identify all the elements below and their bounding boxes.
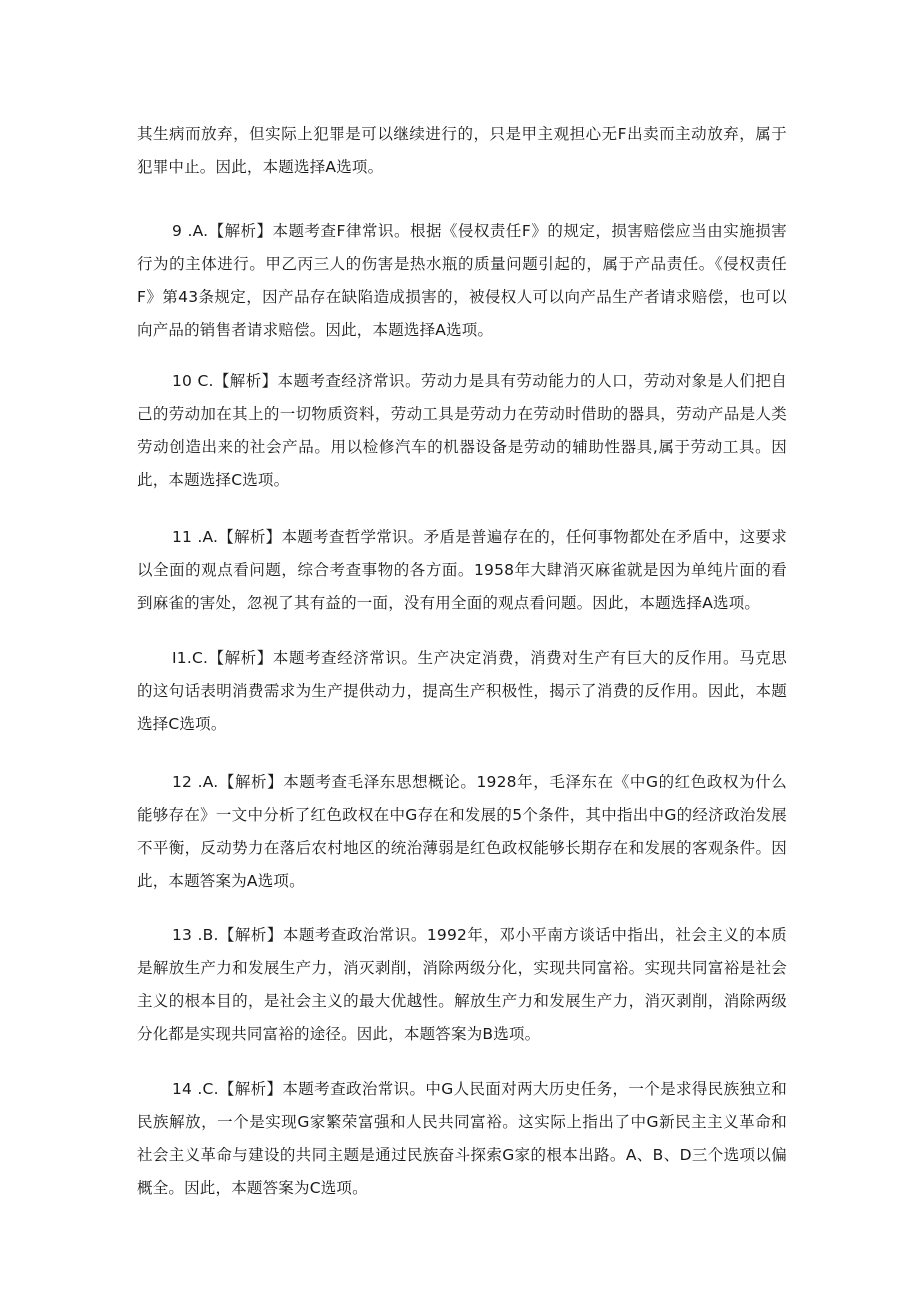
answer-paragraph-12: 12 .A.【解析】本题考查毛泽东思想概论。1928年，毛泽东在《中G的红色政权为什么能够存在》一文中分析了红色政权在中G存在和发展的5个条件，其中指出中G的经济政治发展不平衡，反动势力在落后农村地区的统治薄弱是红色政权能够长期存在和发展的客观条件。因此，本题答案为A选项。 (137, 772, 787, 890)
answer-paragraph-10: 10 C.【解析】本题考查经济常识。劳动力是具有劳动能力的人口，劳动对象是人们把自己的劳动加在其上的一切物质资料，劳动工具是劳动力在劳动时借助的器具，劳动产品是人类劳动创造出来的社会产品。用以检修汽车的机器设备是劳动的辅助性器具,属于劳动工具。因此，本题选择C选项。 (137, 371, 787, 489)
paragraph-continuation: 其生病而放弃，但实际上犯罪是可以继续进行的，只是甲主观担心无F出卖而主动放弃，属于犯罪中止。因此，本题选择A选项。 (137, 124, 787, 176)
answer-paragraph-11b: I1.C.【解析】本题考查经济常识。生产决定消费，消费对生产有巨大的反作用。马克思的这句话表明消费需求为生产提供动力，提高生产积极性，揭示了消费的反作用。因此，本题选择C选项。 (137, 648, 787, 733)
answer-paragraph-9: 9 .A.【解析】本题考查F律常识。根据《侵权责任F》的规定，损害赔偿应当由实施损害行为的主体进行。甲乙丙三人的伤害是热水瓶的质量问题引起的，属于产品责任。《侵权责任F》第43条规定，因产品存在缺陷造成损害的，被侵权人可以向产品生产者请求赔偿，也可以向产品的销售者请求赔偿。因此，本题选择A选项。 (137, 221, 787, 339)
answer-paragraph-11: 11 .A.【解析】本题考查哲学常识。矛盾是普遍存在的，任何事物都处在矛盾中，这要求以全面的观点看问题，综合考查事物的各方面。1958年大肆消灭麻雀就是因为单纯片面的看到麻雀的害处，忽视了其有益的一面，没有用全面的观点看问题。因此，本题选择A选项。 (137, 527, 787, 612)
answer-paragraph-14: 14 .C.【解析】本题考查政治常识。中G人民面对两大历史任务，一个是求得民族独立和民族解放，一个是实现G家繁荣富强和人民共同富裕。这实际上指出了中G新民主主义革命和社会主义革命与建设的共同主题是通过民族奋斗探索G家的根本出路。A、B、D三个选项以偏概全。因此，本题答案为C选项。 (137, 1079, 787, 1197)
answer-paragraph-13: 13 .B.【解析】本题考查政治常识。1992年，邓小平南方谈话中指出，社会主义的本质是解放生产力和发展生产力，消灭剥削，消除两级分化，实现共同富裕。实现共同富裕是社会主义的根本目的，是社会主义的最大优越性。解放生产力和发展生产力，消灭剥削，消除两级分化都是实现共同富裕的途径。因此，本题答案为B选项。 (137, 925, 787, 1043)
